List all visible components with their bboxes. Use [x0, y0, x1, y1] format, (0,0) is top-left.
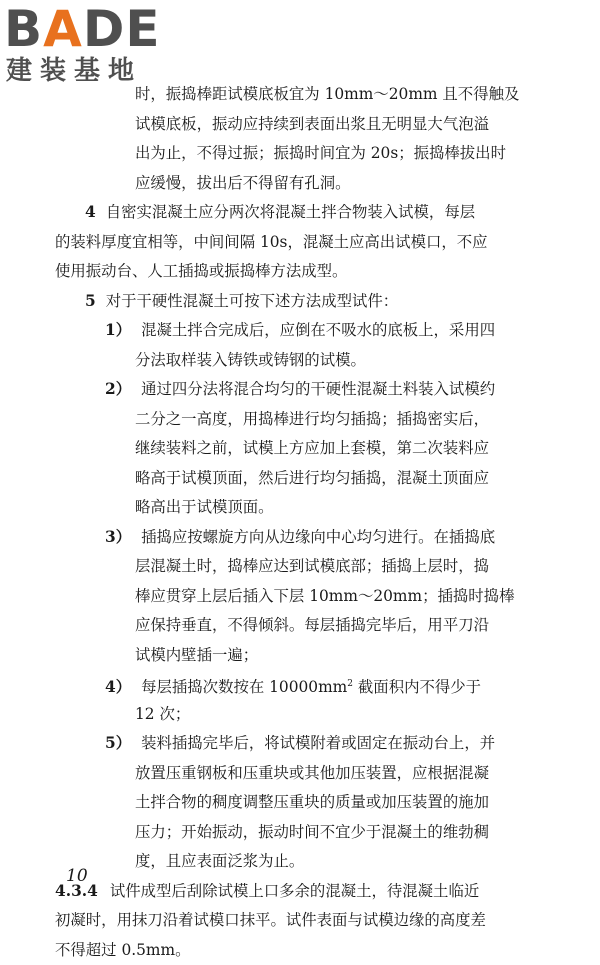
- text-line: 棒应贯穿上层后插入下层 10mm～20mm；插捣时捣棒: [55, 582, 575, 612]
- subitem-text: 截面积内不得少于: [353, 678, 481, 696]
- text-line: 度，且应表面泛浆为止。: [55, 847, 575, 877]
- subitem-number: 2）: [105, 380, 131, 398]
- subitem-2: [55, 375, 575, 405]
- logo-letter-a: A: [43, 0, 83, 58]
- text-line: 使用振动台、人工插捣或振捣棒方法成型。: [55, 257, 575, 287]
- text-line: 应缓慢，拔出后不得留有孔洞。: [55, 169, 575, 199]
- text-line: 二分之一高度，用捣棒进行均匀插捣；插捣密实后，: [55, 405, 575, 435]
- item-4: [55, 198, 575, 228]
- subitem-text: 装料插捣完毕后，将试模附着或固定在振动台上，并: [141, 734, 495, 752]
- brand-logo: [4, 2, 184, 88]
- subitem-number: 4）: [105, 678, 131, 696]
- subitem-text: 每层插捣次数按在 10000mm: [141, 678, 347, 696]
- section-text: 试件成型后刮除试模上口多余的混凝土，待混凝土临近: [110, 882, 479, 900]
- logo-letter-b: B: [4, 0, 43, 58]
- subitem-text: 混凝土拌合完成后，应倒在不吸水的底板上，采用四: [141, 321, 495, 339]
- subitem-1: [55, 316, 575, 346]
- text-line: 初凝时，用抹刀沿着试模口抹平。试件表面与试模边缘的高度差: [55, 906, 575, 936]
- text-line: 土拌合物的稠度调整压重块的质量或加压装置的施加: [55, 788, 575, 818]
- logo-letters-de: DE: [83, 0, 161, 58]
- logo-tagline: 建装基地: [6, 56, 142, 86]
- page-number: 10: [66, 866, 88, 886]
- text-line: 出为止，不得过振；振捣时间宜为 20s；振捣棒拔出时: [55, 139, 575, 169]
- document-body: [55, 80, 575, 965]
- text-line: 层混凝土时，捣棒应达到试模底部；插捣上层时，捣: [55, 552, 575, 582]
- text-line: 略高出于试模顶面。: [55, 493, 575, 523]
- text-line: 压力；开始振动，振动时间不宜少于混凝土的维勃稠: [55, 818, 575, 848]
- section-number: 4.3.4: [55, 882, 98, 900]
- item-5: [55, 287, 575, 317]
- subitem-text: 插捣应按螺旋方向从边缘向中心均匀进行。在插捣底: [141, 528, 495, 546]
- text-line: 12 次；: [55, 700, 575, 730]
- text-line: 放置压重钢板和压重块或其他加压装置，应根据混凝: [55, 759, 575, 789]
- text-line: 不得超过 0.5mm。: [55, 936, 575, 965]
- superscript: 2: [347, 679, 353, 689]
- subitem-number: 1）: [105, 321, 131, 339]
- text-line: 分法取样装入铸铁或铸钢的试模。: [55, 346, 575, 376]
- subitem-3: [55, 523, 575, 553]
- text-line: 试模内壁插一遍；: [55, 641, 575, 671]
- subitem-text: 通过四分法将混合均匀的干硬性混凝土料装入试模约: [141, 380, 495, 398]
- text-line: 的装料厚度宜相等，中间间隔 10s，混凝土应高出试模口，不应: [55, 228, 575, 258]
- item-text: 对于干硬性混凝土可按下述方法成型试件：: [106, 292, 398, 310]
- subitem-number: 5）: [105, 734, 131, 752]
- item-number: 4: [85, 203, 96, 221]
- section-4-3-4: [55, 877, 575, 907]
- subitem-number: 3）: [105, 528, 131, 546]
- text-line: 时，振捣棒距试模底板宜为 10mm～20mm 且不得触及: [55, 80, 575, 110]
- text-line: 略高于试模顶面，然后进行均匀插捣，混凝土顶面应: [55, 464, 575, 494]
- text-line: 继续装料之前，试模上方应加上套模，第二次装料应: [55, 434, 575, 464]
- logo-wordmark: [4, 4, 161, 54]
- subitem-4: [55, 670, 575, 700]
- subitem-5: [55, 729, 575, 759]
- text-line: 应保持垂直，不得倾斜。每层插捣完毕后，用平刀沿: [55, 611, 575, 641]
- item-text: 自密实混凝土应分两次将混凝土拌合物装入试模，每层: [106, 203, 475, 221]
- item-number: 5: [85, 292, 96, 310]
- text-line: 试模底板，振动应持续到表面出浆且无明显大气泡溢: [55, 110, 575, 140]
